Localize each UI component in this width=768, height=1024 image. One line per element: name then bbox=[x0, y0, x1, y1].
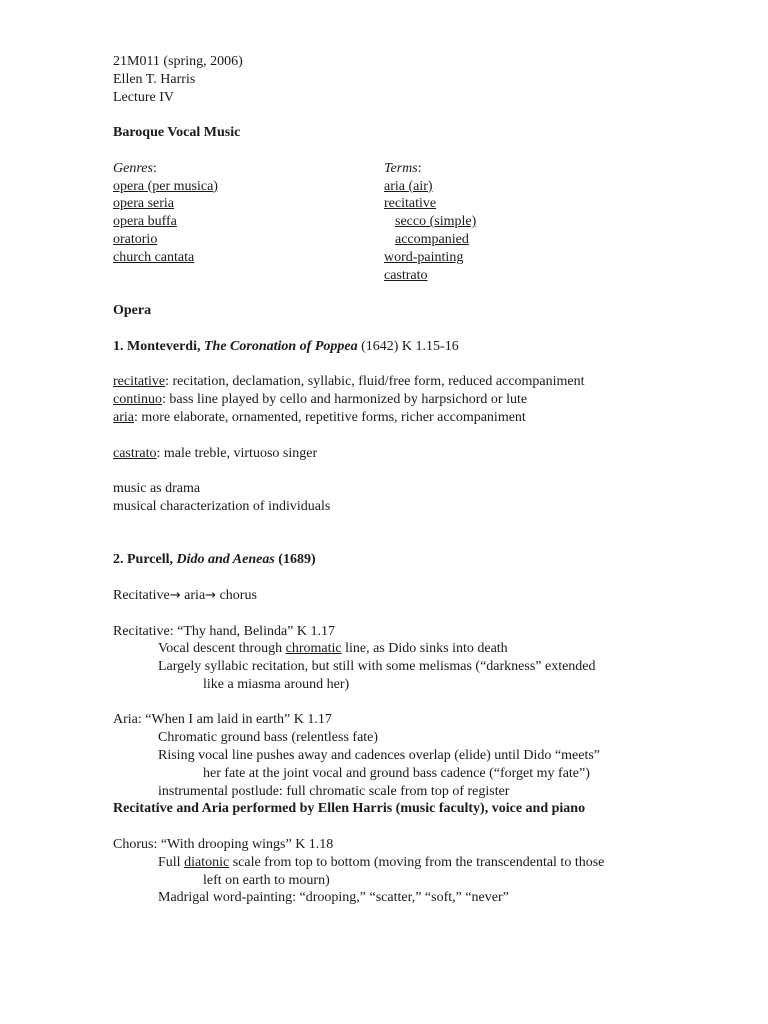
term-item: aria (air) bbox=[384, 178, 433, 194]
recitative-note: Vocal descent through chromatic line, as Dido sinks into death bbox=[158, 641, 508, 657]
aria-note: her fate at the joint vocal and ground bass cadence (“forget my fate”) bbox=[203, 765, 590, 781]
author-name: Ellen T. Harris bbox=[113, 71, 196, 87]
genre-item: opera (per musica) bbox=[113, 178, 218, 194]
definition-line: aria: more elaborate, ornamented, repetitive forms, richer accompaniment bbox=[113, 409, 526, 425]
chorus-note: left on earth to mourn) bbox=[203, 872, 330, 888]
genres-terms-columns bbox=[113, 160, 753, 285]
form-flow: Recitative→ aria→ chorus bbox=[113, 587, 257, 603]
term-item: recitative bbox=[384, 196, 437, 212]
document-title: Baroque Vocal Music bbox=[113, 125, 241, 141]
chorus-title: Chorus: “With drooping wings” K 1.18 bbox=[113, 837, 334, 853]
note-line: music as drama bbox=[113, 481, 201, 497]
recitative-note: like a miasma around her) bbox=[203, 676, 350, 692]
term-item: accompanied bbox=[395, 231, 469, 247]
performance-note: Recitative and Aria performed by Ellen Harris (music faculty), voice and piano bbox=[113, 801, 586, 817]
castrato-definition: castrato: male treble, virtuoso singer bbox=[113, 445, 318, 461]
opera-heading: Opera bbox=[113, 303, 152, 319]
term-item: word-painting bbox=[384, 249, 464, 265]
right-arrow-icon: → bbox=[205, 587, 217, 603]
genre-item: church cantata bbox=[113, 249, 195, 265]
definition-line: recitative: recitation, declamation, syllabic, fluid/free form, reduced accompaniment bbox=[113, 374, 585, 390]
genres-heading: Genres bbox=[113, 160, 153, 176]
lecture-number: Lecture IV bbox=[113, 89, 175, 105]
genre-item: opera buffa bbox=[113, 214, 177, 230]
genre-item: opera seria bbox=[113, 196, 175, 212]
genre-item: oratorio bbox=[113, 231, 158, 247]
chorus-note: Full diatonic scale from top to bottom (moving from the transcendental to those bbox=[158, 854, 605, 870]
chorus-note: Madrigal word-painting: “drooping,” “scatter,” “soft,” “never” bbox=[158, 890, 509, 906]
definition-line: continuo: bass line played by cello and harmonized by harpsichord or lute bbox=[113, 392, 528, 408]
recitative-title: Recitative: “Thy hand, Belinda” K 1.17 bbox=[113, 623, 335, 639]
aria-note: Rising vocal line pushes away and cadences overlap (elide) until Dido “meets” bbox=[158, 748, 601, 764]
note-line: musical characterization of individuals bbox=[113, 498, 331, 514]
document-page bbox=[113, 53, 753, 907]
right-arrow-icon: → bbox=[169, 587, 181, 603]
aria-note: instrumental postlude: full chromatic scale from top of register bbox=[158, 783, 510, 799]
monteverdi-heading: 1. Monteverdi, The Coronation of Poppea (1642) K 1.15-16 bbox=[113, 338, 459, 354]
terms-heading: Terms bbox=[384, 160, 418, 176]
terms-list: Terms: aria (air) recitative secco (simple) accompanied word-painting castrato bbox=[384, 160, 477, 283]
term-item: secco (simple) bbox=[395, 214, 477, 230]
purcell-heading: 2. Purcell, Dido and Aeneas (1689) bbox=[113, 552, 316, 568]
genres-list: Genres: opera (per musica) opera seria opera buffa oratorio church cantata bbox=[113, 160, 218, 265]
term-item: castrato bbox=[384, 267, 428, 283]
recitative-note: Largely syllabic recitation, but still with some melismas (“darkness” extended bbox=[158, 659, 596, 675]
course-code: 21M011 (spring, 2006) bbox=[113, 54, 243, 69]
aria-note: Chromatic ground bass (relentless fate) bbox=[158, 730, 379, 746]
aria-title: Aria: “When I am laid in earth” K 1.17 bbox=[113, 712, 332, 728]
